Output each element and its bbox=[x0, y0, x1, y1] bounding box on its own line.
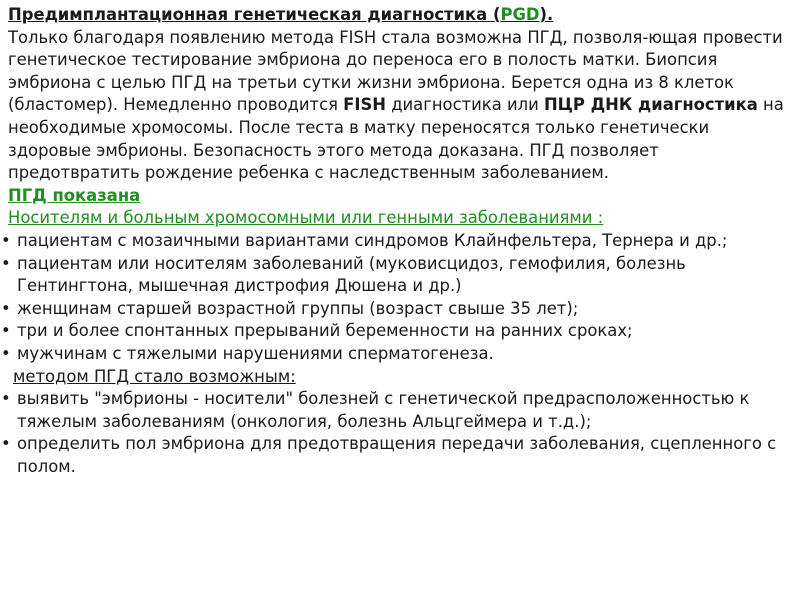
list-item-text: пациентам или носителям заболеваний (муковисцидоз, гемофилия, болезнь Гентингтона, мышечная дистрофия Дюшена и др.) bbox=[17, 253, 686, 296]
list-item bbox=[1, 320, 794, 343]
list-item-text: женщинам старшей возрастной группы (возраст свыше 35 лет); bbox=[17, 298, 579, 318]
title-paren-open: ( bbox=[492, 5, 501, 24]
title-main: Предимплантационная генетическая диагностика bbox=[8, 5, 493, 24]
bullet-dot: • bbox=[1, 434, 11, 454]
indications-subheading: Носителям и больным хромосомными или генными заболеваниями : bbox=[8, 208, 604, 228]
intro-text-1: Только благодаря появлению метода FISH стала возможна ПГД, позволя-ющая провести генетическое тестирование эмбриона до переноса его в полость матки. Биопсия эмбриона с целью ПГД на третьи сутки жизни эмбриона. Берется одна из 8 клеток (бластомер). Немедленно проводится bbox=[8, 27, 783, 115]
possibilities-list bbox=[1, 388, 794, 478]
list-item bbox=[1, 388, 794, 433]
list-item bbox=[1, 433, 794, 478]
list-item-text: определить пол эмбриона для предотвращения передачи заболевания, сцепленного с полом. bbox=[17, 434, 777, 476]
intro-text-3: на необходимые хромосомы. После теста в матку переносятся только генетически здоровые эмбрионы. Безопасность этого метода доказана. ПГД позволяет предотвратить рождение ребенка с наследственным заболеванием. bbox=[8, 95, 784, 183]
intro-fish-bold: FISH bbox=[343, 95, 386, 115]
bullet-dot: • bbox=[1, 343, 11, 363]
title-abbreviation: PGD bbox=[500, 5, 540, 24]
bullet-dot: • bbox=[1, 230, 11, 250]
list-item bbox=[1, 343, 794, 366]
list-item bbox=[1, 253, 794, 298]
bullet-dot: • bbox=[1, 321, 11, 341]
list-item-text: три и более спонтанных прерываний беременности на ранних сроках; bbox=[17, 321, 633, 341]
intro-text-2: диагностика или bbox=[385, 95, 544, 115]
list-item bbox=[1, 230, 794, 253]
bullet-dot: • bbox=[1, 389, 11, 409]
indications-heading: ПГД показана bbox=[8, 185, 141, 205]
title-paren-close: ). bbox=[539, 5, 554, 24]
list-item-text: выявить "эмбрионы - носители" болезней с генетической предрасположенностью к тяжелым заболеваниям (онкология, болезнь Альцгеймера и т.д.); bbox=[17, 389, 750, 431]
bullet-dot: • bbox=[1, 298, 11, 318]
indications-list bbox=[1, 230, 794, 366]
list-item bbox=[1, 298, 794, 321]
intro-pcr-bold: ПЦР ДНК диагностика bbox=[543, 95, 758, 115]
list-item-text: пациентам с мозаичными вариантами синдромов Клайнфельтера, Тернера и др.; bbox=[17, 230, 728, 250]
page-title bbox=[8, 4, 794, 27]
bullet-dot: • bbox=[1, 253, 11, 273]
possibilities-heading: методом ПГД стало возможным: bbox=[13, 366, 296, 386]
intro-paragraph bbox=[8, 27, 794, 185]
slide-content bbox=[1, 4, 794, 478]
list-item-text: мужчинам с тяжелыми нарушениями сперматогенеза. bbox=[17, 343, 494, 363]
